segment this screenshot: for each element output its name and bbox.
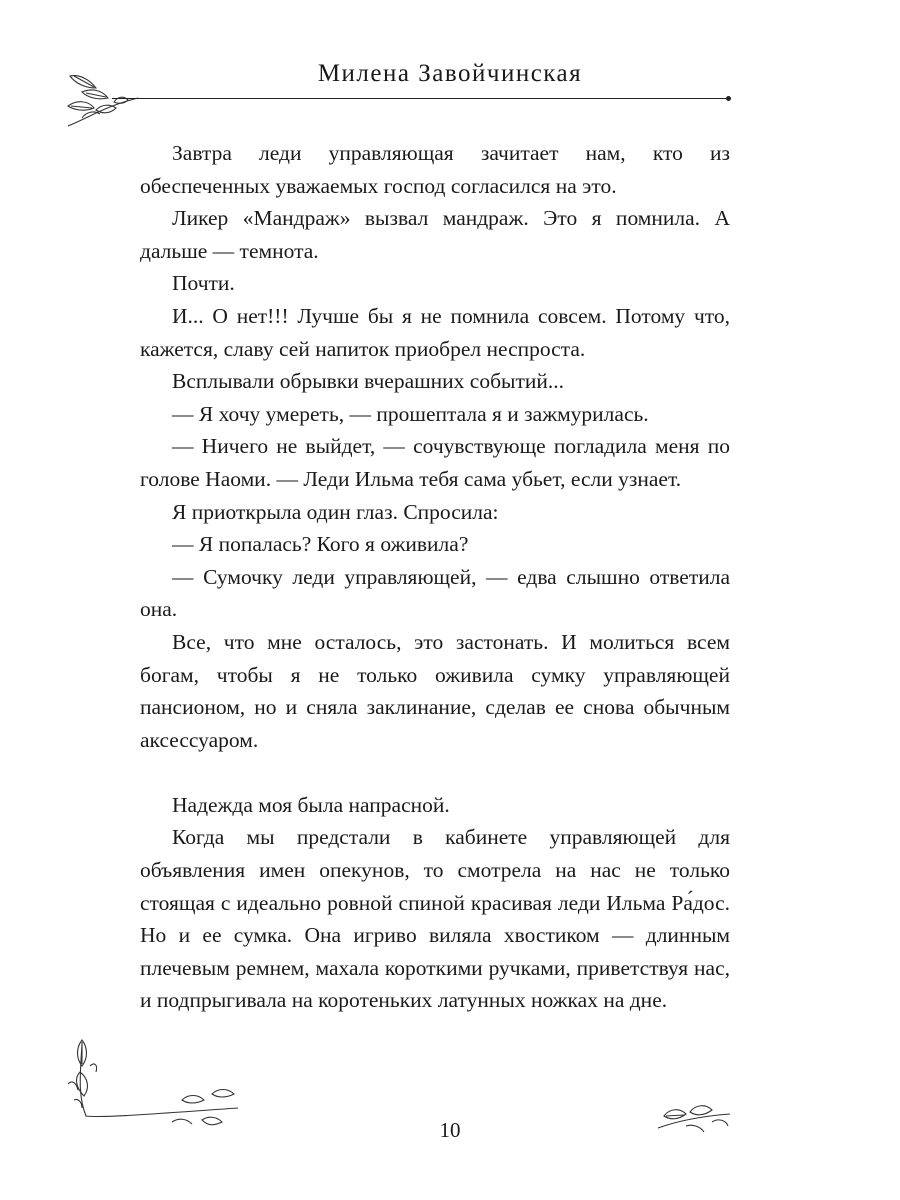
- paragraph: Когда мы предстали в кабинете управляющей для объявления имен опекунов, то смотрела на нас не только стоящая с идеально ровной спиной красивая леди Ильма Ра́дос. Но и ее сумка. Она игриво виляла хвостиком — длинным плечевым ремнем, махала короткими ручками, приветствуя нас, и подпрыгивала на коротеньких латунных ножках на дне.: [140, 825, 730, 1013]
- header-rule-dot: [726, 96, 731, 101]
- paragraph: Ликер «Мандраж» вызвал мандраж. Это я помнила. А дальше — темнота.: [140, 206, 730, 263]
- paragraph: Все, что мне осталось, это застонать. И молиться всем богам, чтобы я не только оживила сумку управляющей пансионом, но и сняла заклинание, сделав ее снова обычным аксессуаром.: [140, 629, 730, 752]
- running-head-author: Милена Завойчинская: [317, 60, 583, 87]
- paragraph: — Ничего не выйдет, — сочувствующе погладила меня по голове Наоми. — Леди Ильма тебя сама убьет, если узнает.: [140, 434, 730, 491]
- paragraph: — Сумочку леди управляющей, — едва слышно ответила она.: [140, 564, 730, 622]
- paragraph: Почти.: [172, 271, 235, 296]
- paragraph: — Я попалась? Кого я оживила?: [172, 532, 469, 557]
- paragraph: Надежда моя была напрасной.: [172, 792, 450, 817]
- header-rule: [112, 98, 728, 99]
- page-number: 10: [439, 1118, 461, 1142]
- paragraph: — Я хочу умереть, — прошептала я и зажмурилась.: [172, 401, 649, 426]
- paragraph: Завтра леди управляющая зачитает нам, кто из обеспеченных уважаемых господ согласился на это.: [140, 141, 730, 198]
- paragraph: Всплывали обрывки вчерашних событий...: [172, 369, 565, 394]
- paragraph: И... О нет!!! Лучше бы я не помнила совсем. Потому что, кажется, славу сей напиток приобрел неспроста.: [140, 303, 730, 361]
- paragraph: Я приоткрыла один глаз. Спросила:: [172, 499, 499, 524]
- main-text: [140, 137, 730, 1017]
